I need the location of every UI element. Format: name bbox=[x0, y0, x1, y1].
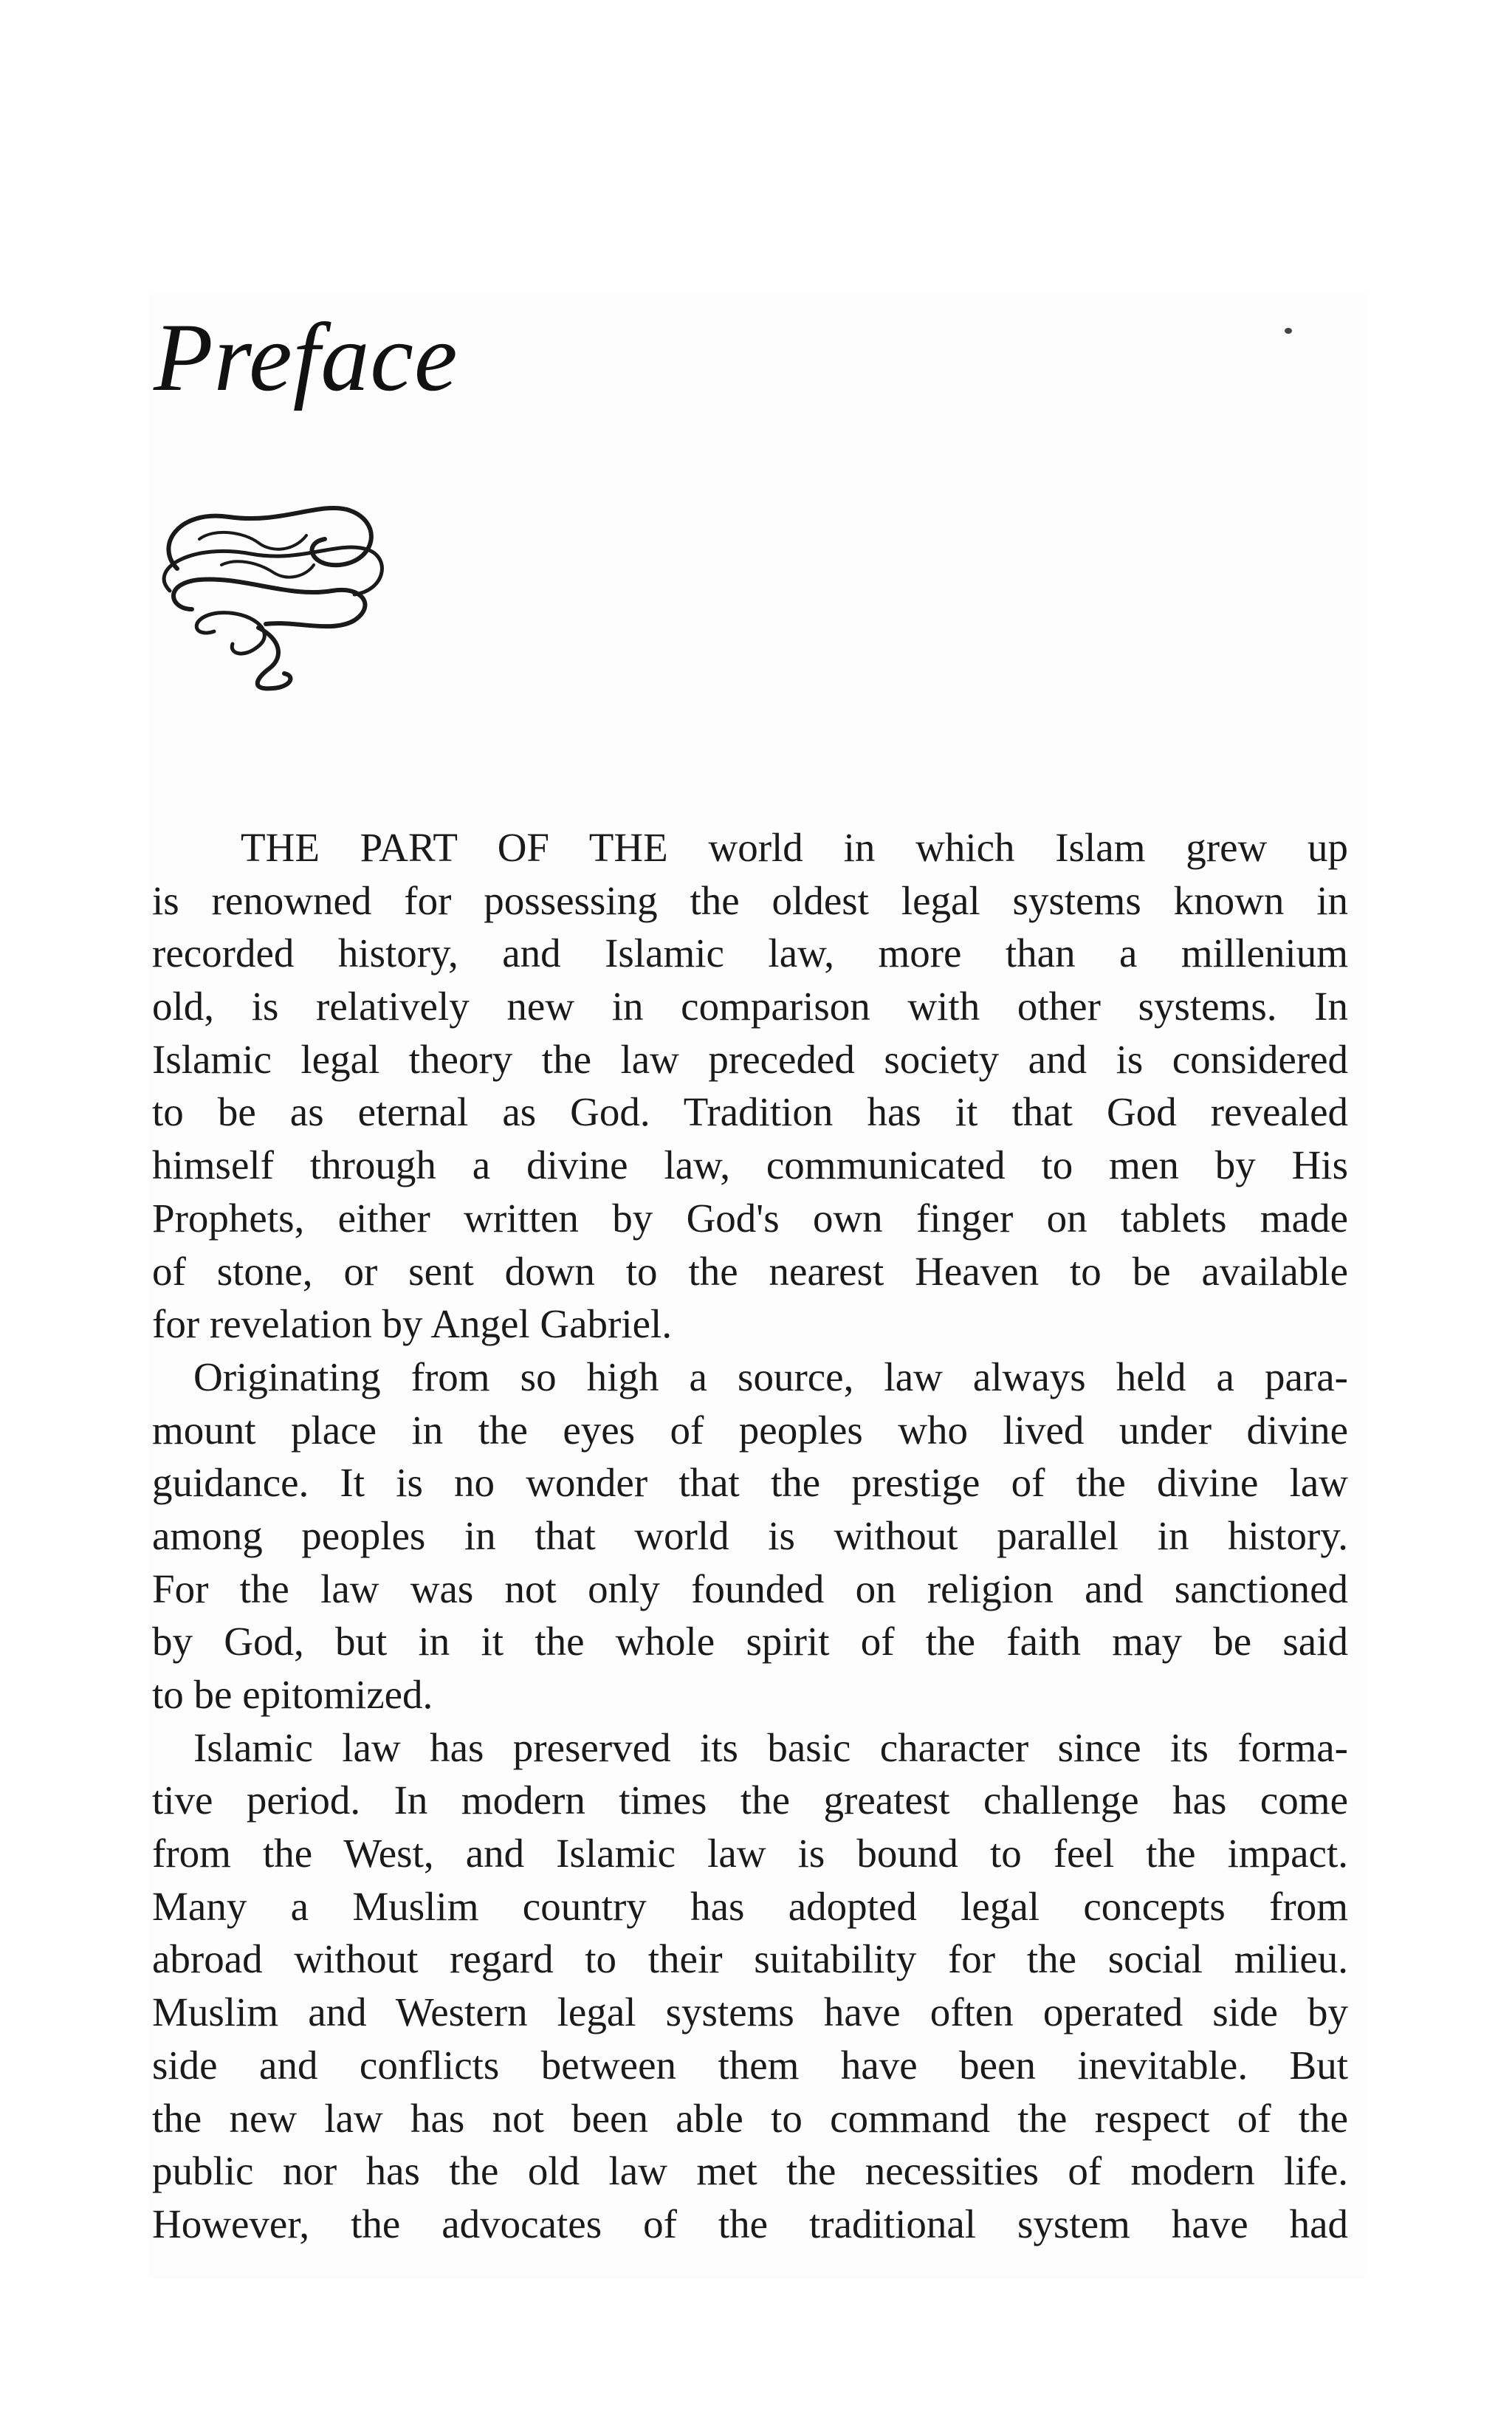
text-line: Many a Muslim country has adopted legal concepts from bbox=[152, 1883, 1348, 1929]
text-line: recorded history, and Islamic law, more than a millenium bbox=[152, 930, 1348, 976]
text-line: public nor has the old law met the necessities of modern life. bbox=[152, 2148, 1348, 2194]
text-line: Muslim and Western legal systems have often operated side by bbox=[152, 1989, 1348, 2035]
text-line: Prophets, either written by God's own finger on tablets made bbox=[152, 1195, 1348, 1241]
text-line: Islamic legal theory the law preceded society and is considered bbox=[152, 1036, 1348, 1082]
text-line: tive period. In modern times the greatest challenge has come bbox=[152, 1777, 1348, 1823]
text-line: abroad without regard to their suitability for the social milieu. bbox=[152, 1936, 1348, 1982]
text-line: For the law was not only founded on religion and sanctioned bbox=[152, 1566, 1348, 1611]
text-line: himself through a divine law, communicated to men by His bbox=[152, 1142, 1348, 1188]
text-line: guidance. It is no wonder that the prestige of the divine law bbox=[152, 1460, 1348, 1506]
text-line: of stone, or sent down to the nearest Heaven to be available bbox=[152, 1248, 1348, 1294]
text-line: is renowned for possessing the oldest legal systems known in bbox=[152, 877, 1348, 923]
text-line: old, is relatively new in comparison with other systems. In bbox=[152, 984, 1348, 1029]
text-line: by God, but in it the whole spirit of the faith may be said bbox=[152, 1619, 1348, 1665]
text-line: from the West, and Islamic law is bound to feel the impact. bbox=[152, 1831, 1348, 1876]
text-line: the new law has not been able to command the respect of the bbox=[152, 2095, 1348, 2141]
text-line: among peoples in that world is without parallel in history. bbox=[152, 1512, 1348, 1558]
text-line: However, the advocates of the traditional system have had bbox=[152, 2201, 1348, 2246]
text-line: side and conflicts between them have been inevitable. But bbox=[152, 2042, 1348, 2088]
chapter-title: Preface bbox=[154, 303, 458, 411]
decorative-flourish-icon bbox=[148, 480, 399, 694]
body-text bbox=[152, 821, 1348, 2251]
text-line: for revelation by Angel Gabriel. bbox=[152, 1301, 673, 1347]
text-line: to be epitomized. bbox=[152, 1672, 433, 1717]
print-speck bbox=[1285, 328, 1292, 334]
text-line: THE PART OF THE world in which Islam grew up bbox=[241, 825, 1348, 870]
text-line: Originating from so high a source, law always held a para- bbox=[193, 1354, 1348, 1399]
text-line: Islamic law has preserved its basic character since its forma- bbox=[193, 1724, 1348, 1770]
text-line: to be as eternal as God. Tradition has it that God revealed bbox=[152, 1089, 1348, 1135]
text-line: mount place in the eyes of peoples who lived under divine bbox=[152, 1407, 1348, 1453]
